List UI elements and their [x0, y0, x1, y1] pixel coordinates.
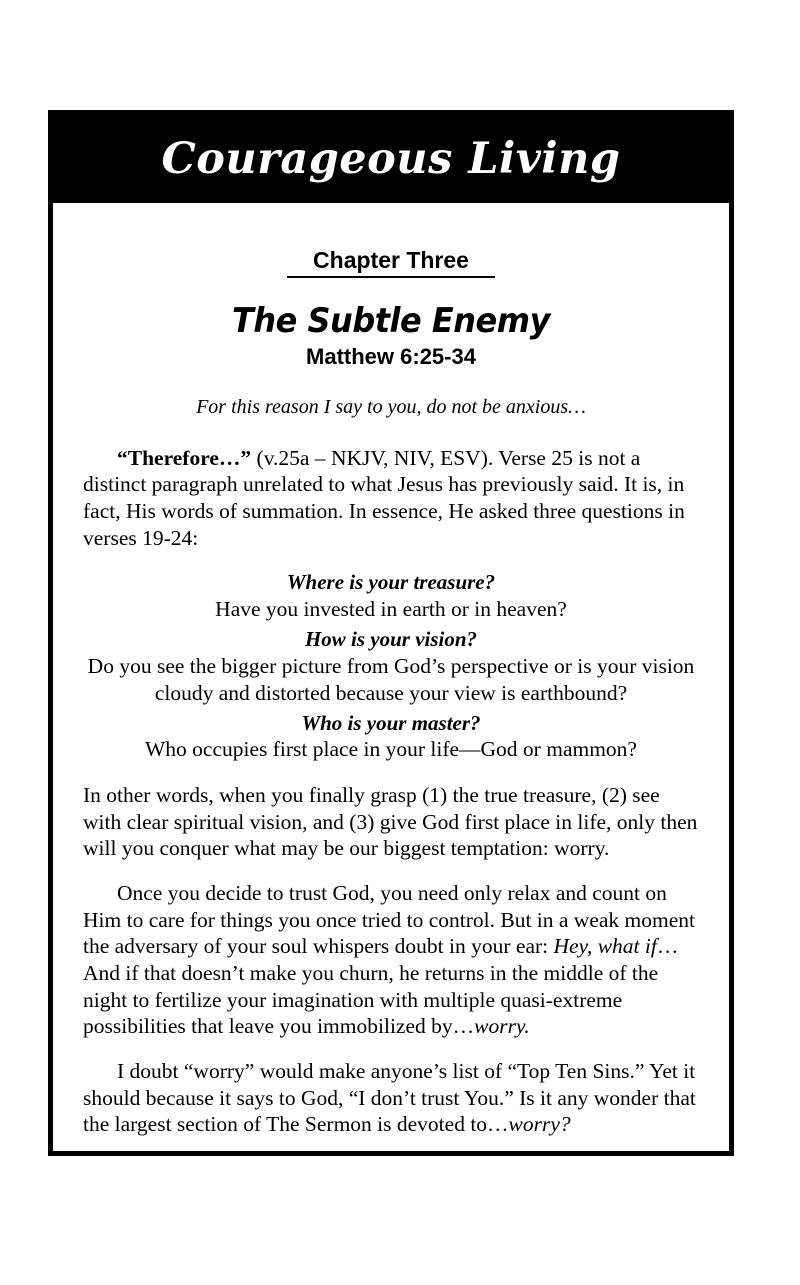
title-banner: [53, 115, 729, 203]
answer-treasure: Have you invested in earth or in heaven?: [215, 597, 567, 622]
answer-vision: Do you see the bigger picture from God’s perspective or is your vision cloudy and distorted because your view is earthbound?: [87, 653, 695, 706]
book-title: Courageous Living: [161, 133, 621, 184]
chapter-label-text: Chapter Three: [287, 247, 495, 278]
question-list: [83, 569, 699, 764]
lead-quote-text: “Therefore…”: [117, 445, 252, 470]
paragraph-therefore: [83, 445, 699, 552]
paragraph-therefore-rest: (v.25a – NKJV, NIV, ESV). Verse 25 is not a distinct paragraph unrelated to what Jesus has previously said. It is, in fact, His words of summation. In essence, He asked three questions in verses 19-24:: [83, 445, 685, 550]
epigraph: For this reason I say to you, do not be anxious…: [196, 395, 586, 418]
question-master: Who is your master?: [301, 710, 481, 735]
paragraph-trust-god-italic1: Hey, what if: [553, 934, 657, 959]
document-body: [53, 203, 729, 1166]
paragraph-trust-god-part2: … And if that doesn’t make you churn, he returns in the middle of the night to fertilize your imagination with multiple quasi-extreme possibilities that leave you immobilized by…: [83, 934, 679, 1039]
scripture-reference: Matthew 6:25-34: [306, 343, 476, 369]
document-frame: [48, 110, 734, 1156]
question-treasure: Where is your treasure?: [286, 570, 496, 595]
answer-master: Who occupies first place in your life—God or mammon?: [145, 737, 637, 762]
paragraph-trust-god-italic2: worry.: [474, 1014, 530, 1039]
chapter-title: The Subtle Enemy: [232, 301, 550, 341]
chapter-label: [83, 247, 699, 278]
paragraph-top-ten-sins-italic: worry?: [508, 1112, 571, 1137]
paragraph-trust-god-part1: Once you decide to trust God, you need only relax and count on Him to care for things you once tried to control. But in a weak moment the adversary of your soul whispers doubt in your ear:: [83, 880, 696, 959]
paragraph-in-other-words: In other words, when you finally grasp (1) the true treasure, (2) see with clear spiritual vision, and (3) give God first place in life, only then will you conquer what may be our biggest temptation: worry.: [83, 783, 698, 861]
paragraph-top-ten-sins: [83, 1058, 699, 1138]
paragraph-top-ten-sins-part1: I doubt “worry” would make anyone’s list of “Top Ten Sins.” Yet it should because it says to God, “I don’t trust You.” Is it any wonder that the largest section of The Sermon is devoted to…: [83, 1058, 696, 1137]
question-vision: How is your vision?: [304, 626, 478, 651]
paragraph-trust-god: [83, 880, 699, 1040]
